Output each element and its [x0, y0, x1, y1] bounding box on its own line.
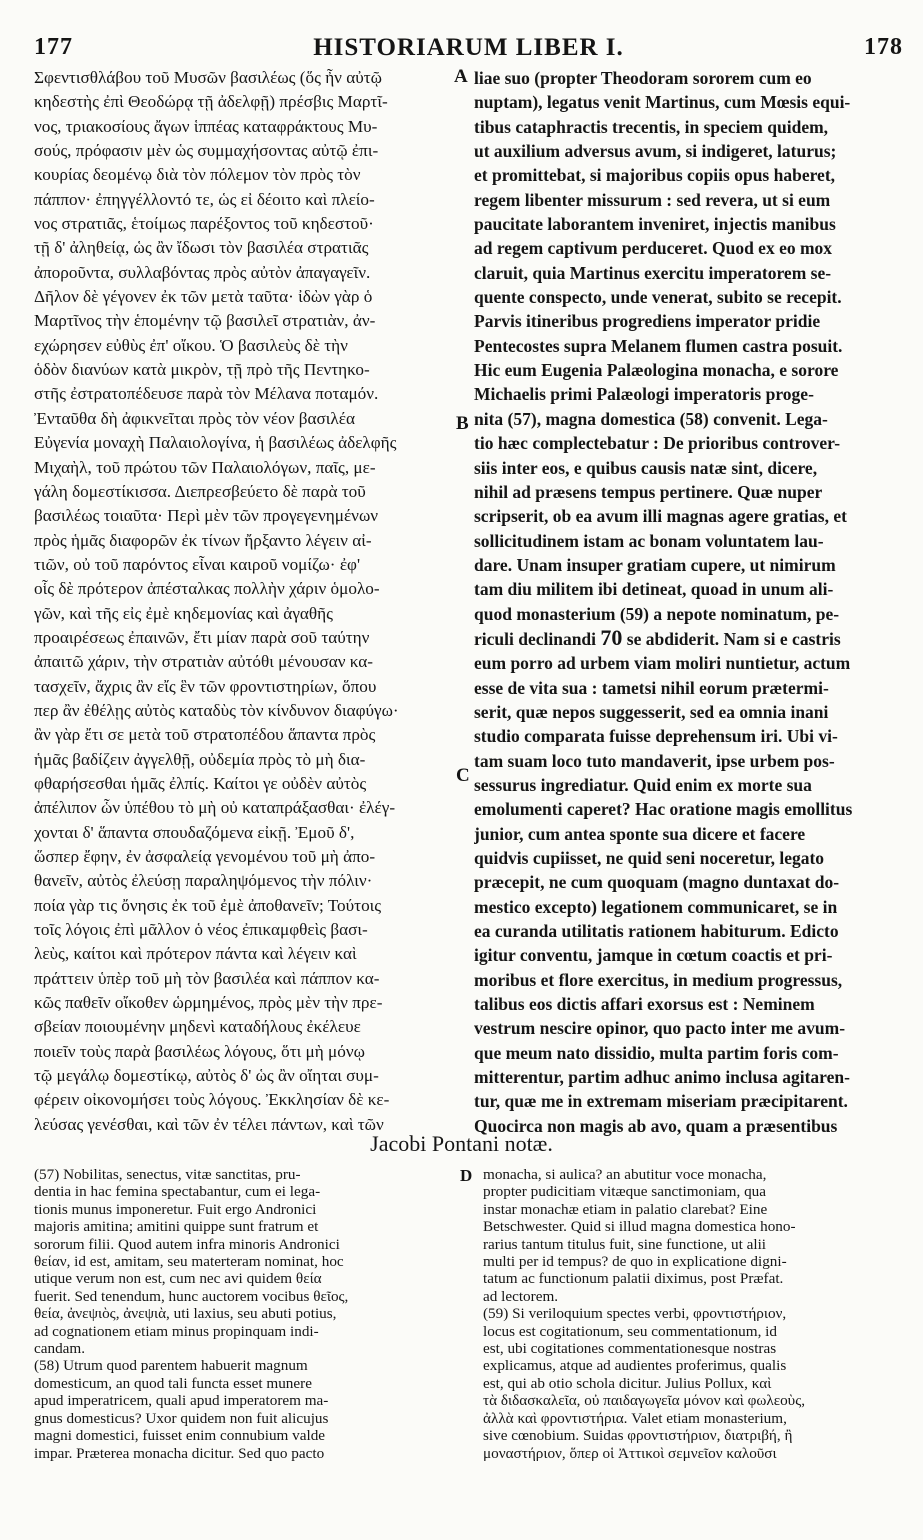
greek-text-column: [34, 66, 452, 1137]
greek-text-line: κηδεστὴς ἐπὶ Θεοδώρᾳ τῇ ἀδελφῇ) πρέσβις Μαρτῖ-: [34, 92, 388, 112]
latin-text-line: [474, 651, 909, 675]
page-number-left: 177: [34, 34, 73, 60]
greek-text-line: φέρειν οἰκονομήσει τοὺς λόγους. Ἐκκλησίαν δὲ κε-: [34, 1090, 390, 1110]
latin-text-segment: regem libenter missurum : sed revera, ut si eum: [474, 189, 831, 210]
latin-text-line: [474, 797, 909, 821]
note-line: ἀλλὰ καὶ φροντιστήρια. Valet etiam monasterium,: [483, 1409, 787, 1427]
greek-text-line: βασιλέως τοιαῦτα· Περὶ μὲν τῶν προγεγενημένων: [34, 506, 379, 526]
latin-text-line: [474, 163, 909, 187]
page-number-right: 178: [864, 34, 903, 60]
greek-text-line: Μαρτῖνος τὴν ἑπομένην τῷ βασιλεῖ στρατιὰν, ἀν-: [34, 311, 376, 331]
latin-text-segment: igitur conventu, jamque in cœtum coactis et pri-: [474, 945, 833, 966]
latin-text-line: [474, 529, 909, 553]
latin-text-segment: mestico excepto) legationem communicaret, se in: [474, 896, 838, 917]
note-line: tionis munus imponeretur. Fuit ergo Andronici: [34, 1200, 317, 1218]
latin-text-segment: serit, quæ nepos suggesserit, sed ea omnia inani: [474, 701, 829, 722]
note-line: candam.: [34, 1340, 86, 1358]
greek-text-line: νος στρατιᾶς, ἑτοίμως παρέξοντος τοῦ κηδεστοῦ·: [34, 214, 374, 234]
latin-text-segment: præcepit, ne cum quoquam (magno duntaxat do-: [474, 872, 840, 893]
greek-text-line: ἡμᾶς βαδίζειν ἀγγελθῇ, οὐδεμία πρὸς τὸ μὴ δια-: [34, 749, 366, 769]
greek-text-line: χονται δ' ἅπαντα σπουδαζόμενα εἰκῇ. Ἐμοῦ δ',: [34, 822, 355, 842]
latin-text-line: [474, 1041, 909, 1065]
note-line: apud imperatricem, quali apud imperatorem ma-: [34, 1392, 329, 1410]
latin-text-line: [474, 90, 909, 114]
greek-text-line: ἂν γὰρ ἔτι σε μετὰ τοῦ στρατοπέδου ἅπαντα πρὸς: [34, 725, 376, 745]
latin-text-line: [474, 724, 909, 748]
latin-text-segment: studio comparata fuisse deprehensum iri. Ubi vi-: [474, 726, 838, 747]
latin-text-segment: nita (57), magna domestica (58) convenit. Lega-: [474, 408, 828, 429]
latin-text-segment: tur, quæ me in extremam miseriam præcipitarent.: [474, 1091, 848, 1112]
latin-text-segment: Parvis itineribus progrediens imperator pridie: [474, 311, 821, 332]
latin-text-segment: emolumenti caperet? Hac oratione magis emollitus: [474, 799, 853, 820]
latin-text-line: [474, 431, 909, 455]
note-line: dentia in hac femina spectabantur, cum ei lega-: [34, 1183, 321, 1201]
latin-text-line: [474, 626, 909, 651]
note-line: monacha, si aulica? an abutitur voce monacha,: [483, 1166, 767, 1183]
latin-text-segment: quidvis cupiisset, ne quid seni noceretur, legato: [474, 848, 825, 868]
latin-text-line: [474, 139, 909, 163]
latin-text-segment: tio hæc complectebatur : De prioribus controver-: [474, 433, 841, 454]
greek-text-line: προαιρέσεως ἐπαινῶν, ἔτι μίαν παρὰ σοῦ ταύτην: [34, 627, 370, 647]
note-line: Betschwester. Quid si illud magna domestica hono-: [483, 1218, 796, 1236]
latin-text-segment: ea curanda utilitatis rationem habiturum. Edicto: [474, 921, 839, 942]
note-line: θεία, ἀνεψιὸς, ἀνεψιὰ, uti laxius, seu abuti potius,: [34, 1305, 337, 1323]
margin-letter-a: A: [454, 66, 468, 87]
latin-text-segment: Pentecostes supra Melanem flumen castra posuit.: [474, 335, 843, 356]
greek-text-line: σούς, πρόφασιν μὲν ὡς συμμαχήσοντας αὐτῷ ἐπι-: [34, 141, 379, 161]
latin-text-line: [474, 358, 909, 382]
note-line: sororum filii. Quod autem infra minoris Andronici: [34, 1235, 340, 1253]
greek-text-line: ἀπαιτῶ χάριν, τὴν στρατιὰν αὐτόθι μένουσαν κα-: [34, 652, 374, 672]
greek-text-line: τῷ μεγάλῳ δομεστίκῳ, αὐτὸς δ' ὡς ἂν οἴηται συμ-: [34, 1066, 379, 1086]
notes-left-column: [34, 1166, 454, 1462]
latin-text-line: [474, 1016, 909, 1040]
greek-text-line: λεὺς, καίτοι καὶ πρότερον πάντα καὶ λέγειν καὶ: [34, 944, 357, 964]
latin-text-line: [474, 676, 909, 700]
note-line: tatum ac functionum palatii diximus, post Præfat.: [483, 1270, 784, 1288]
latin-text-segment: scripserit, ob ea avum illi magnas agere gratias, et: [474, 506, 847, 527]
latin-text-segment: tibus cataphractis trecentis, in speciem quidem,: [474, 116, 829, 137]
greek-text-line: νος, τριακοσίους ἄγων ἱππέας καταφράκτους Μυ-: [34, 116, 378, 136]
greek-text-line: ποία γὰρ τις ὄνησις ἐκ τοῦ ἐμὲ ἀποθανεῖν; Τούτοις: [34, 895, 382, 915]
note-line: fuerit. Sed tenendum, hunc auctorem vocibus θεῖος,: [34, 1287, 349, 1305]
margin-letter-b: B: [456, 413, 469, 434]
latin-text-line: [474, 115, 909, 139]
note-line: sive cœnobium. Suidas φροντιστήριον, διατριβή, ἢ: [483, 1427, 793, 1445]
latin-text-line: [474, 382, 909, 406]
greek-text-line: ποιεῖν τοὺς παρὰ βασιλέως λόγους, ὅτι μὴ μόνῳ: [34, 1041, 365, 1061]
latin-text-line: [474, 309, 909, 333]
latin-text-segment: se abdiderit. Nam si e castris: [622, 628, 841, 649]
latin-text-segment: paucitate laborantem inveniret, injectis manibus: [474, 214, 836, 235]
greek-text-line: γάλη δομεστίκισσα. Διεπρεσβεύετο δὲ παρὰ τοῦ: [34, 481, 366, 501]
note-line: est, ubi cogitationes commentationesque nostras: [483, 1340, 777, 1358]
latin-text-line: [474, 700, 909, 724]
latin-text-segment: claruit, quia Martinus exercitu imperatorem se-: [474, 262, 832, 283]
latin-text-segment: esse de vita sua : tametsi nihil eorum prætermi-: [474, 677, 829, 698]
latin-text-segment: quod monasterium (59) a nepote nominatum, pe-: [474, 603, 840, 624]
latin-text-line: [474, 822, 909, 846]
note-line: utique verum non est, cum nec avi quidem θεία: [34, 1270, 322, 1288]
latin-text-segment: quente conspecto, unde venerat, subito se recepit.: [474, 287, 842, 308]
greek-text-line: τῇ δ' ἀληθείᾳ, ὡς ἂν ἴδωσι τὸν βασιλέα στρατιᾶς: [34, 238, 369, 258]
greek-text-line: Μιχαὴλ, τοῦ πρώτου τῶν Παλαιολόγων, παῖς, με-: [34, 457, 376, 477]
greek-text-line: τοῖς λόγοις ἐπὶ μᾶλλον ὁ νέος ἐπικαμφθεὶς βασι-: [34, 920, 368, 940]
greek-text-line: ὁδὸν διανύων κατὰ μικρὸν, τῇ πρὸ τῆς Πεντηκο-: [34, 360, 370, 380]
latin-text-line: [474, 407, 909, 431]
greek-text-line: κῶς παθεῖν οἴκοθεν ὡρμημένος, πρὸς μὲν τὴν πρε-: [34, 993, 383, 1013]
note-line: instar monachæ etiam in palatio clarebat? Eine: [483, 1200, 768, 1218]
latin-text-segment: moribus et flore exercitus, in medium progressus,: [474, 969, 843, 990]
greek-text-line: τιῶν, οὐ τοῦ παρόντος εἶναι καιροῦ νομίζω· ἐφ': [34, 554, 361, 574]
latin-text-segment: eum porro ad urbem viam moliri nuntietur, actum: [474, 653, 851, 674]
latin-text-segment: junior, cum antea sponte sua dicere et facere: [474, 823, 806, 844]
latin-text-line: [474, 749, 909, 773]
greek-text-line: θανεῖν, αὐτὸς ἐλεύσῃ παραληψόμενος τὴν πόλιν·: [34, 871, 373, 891]
latin-text-segment: Quocirca non magis ab avo, quam a præsentibus: [474, 1115, 838, 1136]
page-header: [34, 34, 903, 66]
latin-text-segment: Michaelis primi Palæologi imperatoris proge-: [474, 384, 814, 405]
note-line: ad lectorem.: [483, 1287, 559, 1305]
notes-title: Jacobi Pontani notæ.: [370, 1131, 553, 1156]
greek-text-line: γῶν, καὶ τῆς εἰς ἐμὲ κηδεμονίας καὶ ἀγαθῆς: [34, 603, 333, 623]
note-line: propter pudicitiam vitæque sanctimoniam, qua: [483, 1183, 767, 1201]
running-title: HISTORIARUM LIBER I.: [313, 34, 624, 61]
latin-text-line: [474, 773, 909, 797]
latin-text-line: [474, 919, 909, 943]
latin-text-line: [474, 602, 909, 626]
latin-text-segment: tam diu militem ibi detineat, quoad in unum ali-: [474, 579, 834, 600]
note-line: magni domestici, fuisset enim connubium valde: [34, 1427, 326, 1445]
latin-text-segment: talibus eos dictis affari exorsus est : Neminem: [474, 994, 815, 1015]
greek-text-line: Δῆλον δὲ γέγονεν ἐκ τῶν μετὰ ταῦτα· ἰδὼν γὰρ ὁ: [34, 287, 373, 307]
greek-text-line: πάππον· ἐπηγγέλλοντό τε, ὡς εἰ δέοιτο καὶ πλείο-: [34, 189, 375, 209]
greek-text-line: φθαρήσεσθαι ἡμᾶς ἐλπίς. Καίτοι γε οὐδὲν αὐτὸς: [34, 773, 367, 793]
latin-text-line: [474, 968, 909, 992]
latin-text-segment: que meum nato dissidio, multa partim foris com-: [474, 1042, 839, 1063]
latin-text-segment: mitterentur, partim adhuc animo inclusa agitaren-: [474, 1067, 850, 1088]
latin-text-segment: sessurus ingrediatur. Quid enim ex morte sua: [474, 774, 812, 795]
latin-text-line: [474, 66, 909, 90]
note-line: multi per id tempus? de quo in explicatione digni-: [483, 1253, 787, 1271]
latin-text-line: [474, 236, 909, 260]
latin-text-line: [474, 1089, 909, 1113]
note-line: impar. Præterea monacha dicitur. Sed quo pacto: [34, 1444, 325, 1462]
margin-letter-c: C: [456, 765, 470, 786]
greek-text-line: στῆς ἐστρατοπέδευσε παρὰ τὸν Μέλανα ποταμόν.: [34, 384, 379, 404]
latin-text-segment: riculi declinandi: [474, 628, 601, 649]
latin-text-segment: vestrum nescire opinor, quo pacto inter me avum-: [474, 1018, 846, 1039]
latin-text-line: [474, 480, 909, 504]
latin-text-line: [474, 212, 909, 236]
section-number: 70: [600, 625, 623, 650]
greek-text-line: σβείαν ποιουμένην μηδενὶ καταδήλους ἐκέλευε: [34, 1017, 361, 1037]
note-line: (59) Si veriloquium spectes verbi, φροντιστήριον,: [483, 1305, 787, 1323]
latin-text-line: [474, 943, 909, 967]
greek-text-line: Σφεντισθλάβου τοῦ Μυσῶν βασιλέως (ὅς ἦν αὐτῷ: [34, 68, 382, 87]
note-line: θείαν, id est, amitam, seu materteram nominat, hoc: [34, 1253, 344, 1271]
latin-text-segment: siis inter eos, e quibus causis natæ sint, dicere,: [474, 457, 818, 478]
latin-text-line: [474, 285, 909, 309]
latin-text-segment: Hic eum Eugenia Palæologina monacha, e sorore: [474, 360, 839, 381]
greek-text-line: κουρίας δεομένῳ διὰ τὸν πόλεμον τὸν πρὸς τὸν: [34, 165, 361, 185]
latin-text-line: [474, 553, 909, 577]
note-line: τὰ διδασκαλεῖα, οὐ παιδαγωγεῖα μόνον καὶ φωλεοὺς,: [483, 1392, 806, 1410]
latin-text-line: [474, 846, 909, 870]
note-line: est, qui ab otio schola dicitur. Julius Pollux, καὶ: [483, 1374, 772, 1392]
margin-letter-d: D: [460, 1166, 473, 1185]
latin-text-segment: tam suam loco tuto mandaverit, ipse urbem pos-: [474, 750, 835, 771]
latin-text-line: [474, 504, 909, 528]
greek-text-line: ἀπορoῦντα, συλλαβόντας πρὸς αὐτὸν ἀπαγαγεῖν.: [34, 262, 371, 282]
note-line: locus est cogitationum, seu commentationum, id: [483, 1322, 777, 1340]
note-line: μοναστήριον, ὅπερ οἱ Ἀττικοὶ σεμνεῖον καλοῦσι: [483, 1444, 777, 1462]
latin-text-line: [474, 870, 909, 894]
latin-text-segment: nihil ad præsens tempus pertinere. Quæ nuper: [474, 481, 823, 502]
greek-text-line: λεύσας γενέσθαι, καὶ τῶν ἐν τέλει πάντων, καὶ τῶν: [34, 1114, 384, 1134]
latin-text-line: [474, 334, 909, 358]
greek-text-line: οἷς δὲ πρότερον ἀπέσταλκας πολλὴν χάριν ὁμολο-: [34, 579, 380, 599]
latin-text-line: [474, 992, 909, 1016]
latin-text-column: [474, 66, 909, 1138]
greek-text-line: τασχεῖν, ἄχρις ἂν εἴς ἓν τῶν φροντιστηρίων, ὅπου: [34, 676, 377, 696]
note-line: (58) Utrum quod parentem habuerit magnum: [34, 1357, 308, 1375]
note-line: rarius tantum titulus fuit, sine functione, ut alii: [483, 1235, 767, 1253]
greek-text-line: πράττειν ὑπὲρ τοῦ μὴ τὸν βασιλέα καὶ πάππον κα-: [34, 968, 380, 988]
latin-text-segment: liae suo (propter Theodoram sororem cum eo: [474, 68, 812, 88]
note-line: explicamus, atque ad audientes proferimus, qualis: [483, 1357, 787, 1375]
greek-text-line: ἀπέλιπον ὧν ὑπέθου τὸ μὴ οὐ καταπράξασθαι· ἐλέγ-: [34, 798, 396, 818]
latin-text-segment: dare. Unam insuper gratiam cupere, ut nimirum: [474, 554, 836, 575]
latin-text-line: [474, 188, 909, 212]
greek-text-line: εχώρησεν εὐθὺς ἐπ' οἴκου. Ὁ βασιλεὺς δὲ τὴν: [34, 335, 348, 355]
latin-text-line: [474, 1065, 909, 1089]
note-line: domesticum, an quod tali functa esset munere: [34, 1374, 312, 1392]
greek-text-line: ὥσπερ ἔφην, ἐν ἀσφαλείᾳ γενομένου τοῦ μὴ ἀπο-: [34, 847, 376, 866]
note-line: majoris amitina; amitini quippe sunt fratrum et: [34, 1218, 319, 1236]
latin-text-segment: nuptam), legatus venit Martinus, cum Mœsis equi-: [474, 92, 851, 113]
greek-text-line: πρὸς ἡμᾶς διαφορῶν ἐκ τίνων ἤρξαντο λέγειν αἰ-: [34, 530, 372, 550]
notes-right-column: [483, 1166, 911, 1462]
note-line: ad cognationem etiam minus propinquam indi-: [34, 1322, 319, 1340]
greek-text-line: Ἐνταῦθα δὴ ἀφικνεῖται πρὸς τὸν νέον βασιλέα: [34, 408, 355, 428]
latin-text-segment: ad regem captivum perduceret. Quod ex eo mox: [474, 238, 833, 259]
greek-text-line: περ ἂν ἐθέλῃς αὐτὸς καταδὺς τὸν κίνδυνον διαφύγω·: [34, 700, 399, 720]
latin-text-line: [474, 456, 909, 480]
latin-text-segment: sollicitudinem istam ac bonam voluntatem lau-: [474, 530, 824, 551]
latin-text-line: [474, 895, 909, 919]
latin-text-segment: et promittebat, si majoribus copiis opus haberet,: [474, 165, 836, 186]
note-line: (57) Nobilitas, senectus, vitæ sanctitas, pru-: [34, 1166, 301, 1183]
latin-text-line: [474, 261, 909, 285]
greek-text-line: Εὐγενία μοναχὴ Παλαιολογίνα, ἡ βασιλέως ἀδελφῆς: [34, 433, 397, 453]
note-line: gnus domesticus? Uxor quidem non fuit alicujus: [34, 1409, 329, 1427]
latin-text-segment: ut auxilium adversus avum, si indigeret, laturus;: [474, 141, 837, 162]
latin-text-line: [474, 577, 909, 601]
